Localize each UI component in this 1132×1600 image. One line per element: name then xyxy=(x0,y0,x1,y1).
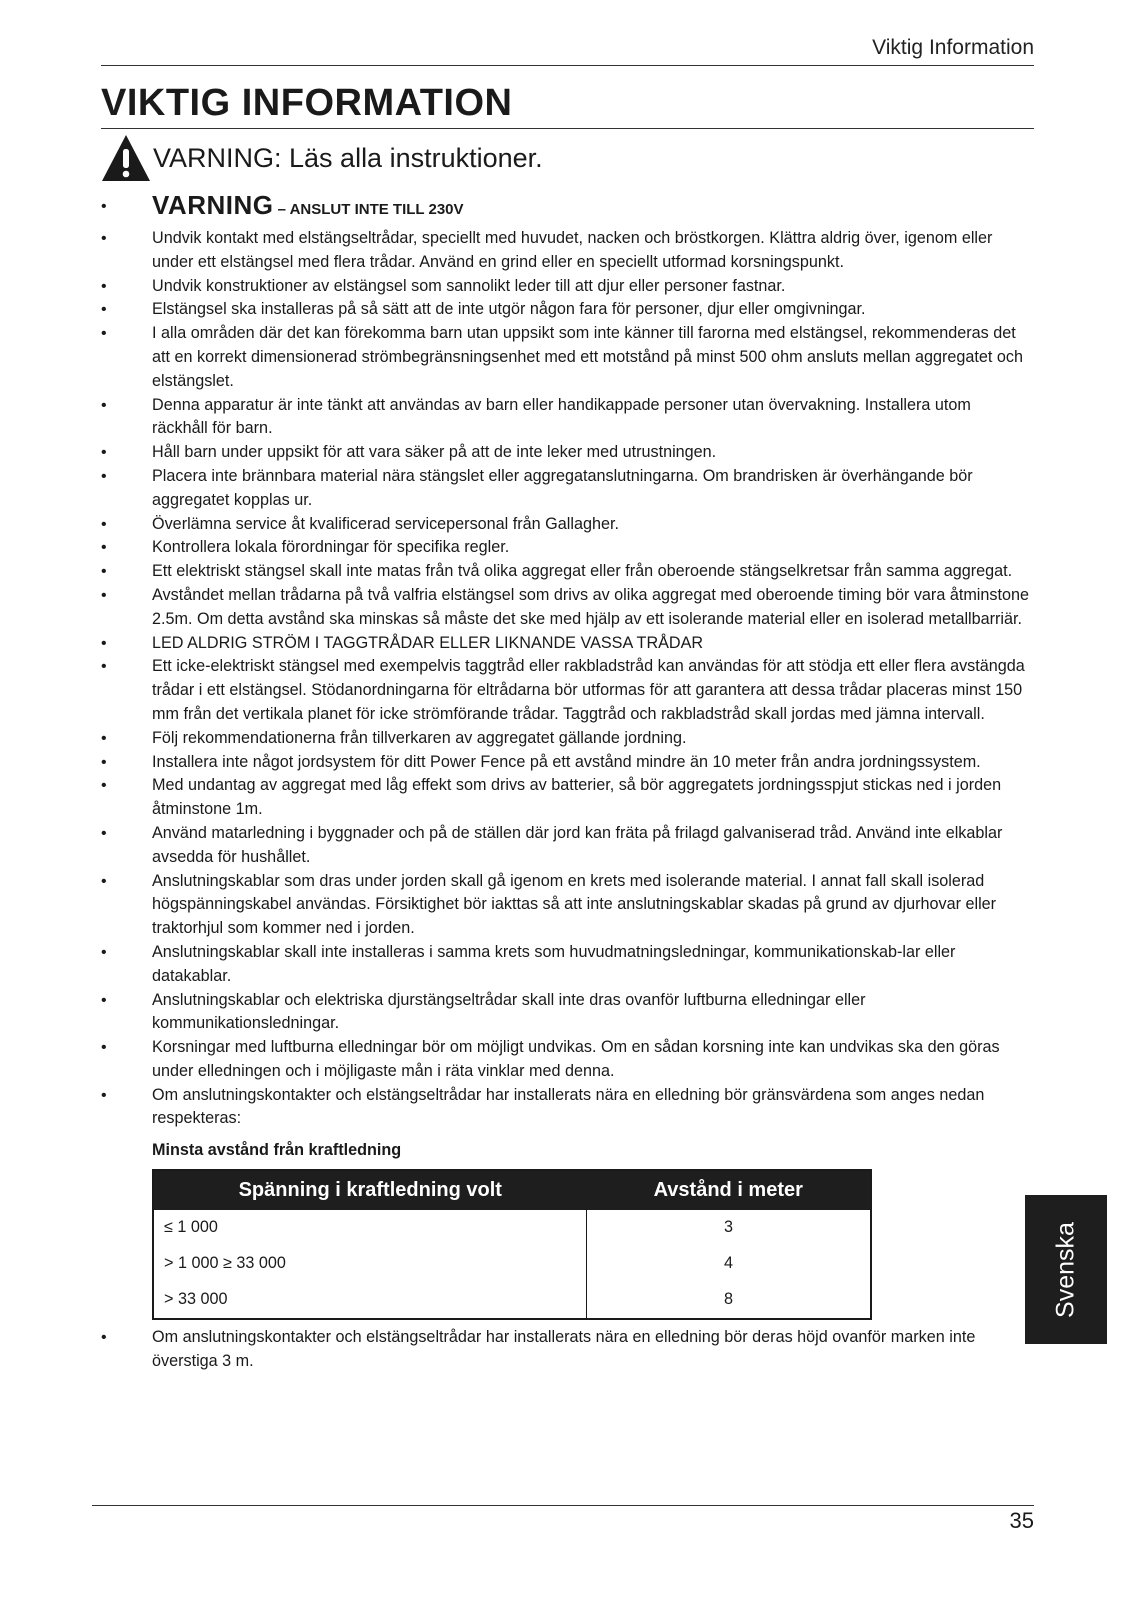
title-rule xyxy=(101,128,1034,129)
list-item xyxy=(101,513,1031,537)
list-item-text: Håll barn under uppsikt för att vara säker på att de inte leker med utrustningen. xyxy=(152,443,717,462)
list-item-text: Anslutningskablar som dras under jorden skall gå igenom en krets med isolerande material. I annat fall skall isolerad högspänningskabel användas. Försiktighet bör iakttas så att inte anslutningskablar skadas på grund av djurhovar eller traktorhjul som kommer ned i jorden. xyxy=(152,871,997,938)
bullet-marker: • xyxy=(101,634,107,652)
list-item-text: Om anslutningskontakter och elstängseltrådar har installerats nära en elledning bör deras höjd ovanför marken inte överstiga 3 m. xyxy=(152,1328,976,1370)
warning-heading: VARNING: Läs alla instruktioner. xyxy=(153,142,543,173)
distance-table xyxy=(154,1171,870,1318)
varning-label: VARNING xyxy=(152,190,274,220)
distance-cell: 3 xyxy=(723,1218,733,1237)
list-item xyxy=(101,632,1031,656)
table-header-row xyxy=(154,1171,870,1210)
list-item xyxy=(101,751,1031,775)
bullet-marker: • xyxy=(101,301,107,319)
list-item-text: Undvik konstruktioner av elstängsel som sannolikt leder till att djur eller personer fastnar. xyxy=(152,276,786,295)
table-row xyxy=(154,1246,870,1282)
column-header-distance: Avstånd i meter xyxy=(587,1171,871,1210)
list-item xyxy=(101,774,1031,822)
list-item xyxy=(101,322,1031,393)
list-item xyxy=(101,941,1031,989)
list-item xyxy=(101,227,1031,275)
bullet-marker: • xyxy=(101,824,107,842)
bullet-marker: • xyxy=(101,943,107,961)
bullet-marker: • xyxy=(101,658,107,676)
list-item-text: Följ rekommendationerna från tillverkaren av aggregatet gällande jordning. xyxy=(152,728,687,747)
list-item-text: Överlämna service åt kvalificerad servicepersonal från Gallagher. xyxy=(152,514,619,533)
list-item xyxy=(101,394,1031,442)
bullet-marker: • xyxy=(101,198,107,215)
table-title: Minsta avstånd från kraftledning xyxy=(152,1141,402,1160)
list-item-text: Placera inte brännbara material nära stängslet eller aggregatanslutningarna. Om brandrisken är överhängande bör aggregatet kopplas ur. xyxy=(152,466,973,509)
column-header-voltage: Spänning i kraftledning volt xyxy=(154,1171,587,1210)
list-item-text: Korsningar med luftburna elledningar bör om möjligt undvikas. Om en sådan korsning inte kan undvikas ska den göras under elledningen och i möjligaste mån i räta vinklar med denna. xyxy=(152,1038,1000,1080)
bullet-marker: • xyxy=(101,325,107,343)
list-item xyxy=(101,536,1031,560)
table-row xyxy=(154,1282,870,1318)
bullet-marker: • xyxy=(101,586,107,604)
list-item-text: LED ALDRIG STRÖM I TAGGTRÅDAR ELLER LIKNANDE VASSA TRÅDAR xyxy=(152,633,704,652)
distance-cell: 8 xyxy=(723,1290,733,1309)
header-label: Viktig Information xyxy=(872,36,1034,59)
list-item xyxy=(101,655,1031,726)
list-item-text: Om anslutningskontakter och elstängseltrådar har installerats nära en elledning bör gränsvärdena som anges nedan respekteras: xyxy=(152,1085,985,1128)
bullet-marker: • xyxy=(101,444,107,462)
table-row xyxy=(154,1210,870,1246)
list-item xyxy=(101,1326,1031,1374)
list-item xyxy=(101,275,1031,299)
page-number: 35 xyxy=(1009,1508,1034,1533)
list-item xyxy=(101,298,1031,322)
list-item-text: Avståndet mellan trådarna på två valfria elstängsel som drivs av olika aggregat med oberoende timing bör vara åtminstone 2.5m. Om detta avstånd ska minskas så måste det ske med hjälp av ett isolerande material eller en isolerad metallbarriär. xyxy=(152,585,1030,628)
page-title: VIKTIG INFORMATION xyxy=(101,82,513,124)
language-tab-label: Svenska xyxy=(1051,1221,1080,1318)
list-item xyxy=(101,441,1031,465)
bullet-marker: • xyxy=(101,729,107,747)
list-item-text: Anslutningskablar skall inte installeras i samma krets som huvudmatningsledningar, kommunikationskab-lar eller datakablar. xyxy=(152,942,956,985)
distance-table-container xyxy=(101,1169,1031,1320)
bullet-marker: • xyxy=(101,230,107,247)
bullet-marker: • xyxy=(101,777,107,795)
bullet-marker: • xyxy=(101,1329,107,1347)
warning-row xyxy=(101,134,543,182)
list-item-text: I alla områden där det kan förekomma barn utan uppsikt som inte känner till farorna med elstängsel, rekommenderas det att en korrekt dimensionerad strömbegränsningsenhet med ett motstånd på minst 500 ohm ansluts mellan aggregatet och elstängslet. xyxy=(152,324,1024,390)
list-item xyxy=(101,727,1031,751)
bullet-marker: • xyxy=(101,1086,107,1104)
bullet-marker: • xyxy=(101,1039,107,1057)
list-item xyxy=(101,188,1031,227)
list-item-text: Undvik kontakt med elstängseltrådar, speciellt med huvudet, nacken och bröstkorgen. Klättra aldrig över, igenom eller under ett elstängsel med flera trådar. Använd en grind eller en speciellt utformad korsningspunkt. xyxy=(152,229,993,271)
list-item xyxy=(101,870,1031,941)
bullet-list xyxy=(101,188,1031,1374)
list-item xyxy=(101,1036,1031,1084)
list-item-text: Kontrollera lokala förordningar för specifika regler. xyxy=(152,538,510,557)
bullet-marker: • xyxy=(101,515,107,533)
distance-cell: 4 xyxy=(723,1254,733,1273)
list-item xyxy=(101,560,1031,584)
list-item-text: Denna apparatur är inte tänkt att användas av barn eller handikappade personer utan övervakning. Installera utom räckhåll för barn. xyxy=(152,395,971,438)
list-item-text: Använd matarledning i byggnader och på de ställen där jord kan fräta på frilagd galvaniserad tråd. Använd inte elkablar avsedda för hushållet. xyxy=(152,823,1003,866)
bullet-marker: • xyxy=(101,467,107,485)
list-item-text: Installera inte något jordsystem för ditt Power Fence på ett avstånd mindre än 10 meter från andra jordningssystem. xyxy=(152,752,981,771)
distance-table-frame xyxy=(152,1169,872,1320)
bullet-marker: • xyxy=(101,396,107,414)
list-item-text: Med undantag av aggregat med låg effekt som drivs av batterier, så bör aggregatets jordningsspjut stickas ned i jorden åtminstone 1m. xyxy=(152,776,1002,819)
voltage-cell: ≤ 1 000 xyxy=(154,1210,587,1246)
varning-subtext: – ANSLUT INTE TILL 230V xyxy=(273,201,464,218)
list-item xyxy=(101,1084,1031,1132)
bullet-marker: • xyxy=(101,753,107,771)
list-item xyxy=(101,465,1031,513)
list-item xyxy=(101,989,1031,1037)
language-tab xyxy=(1025,1195,1107,1344)
list-item-text: Ett elektriskt stängsel skall inte matas från två olika aggregat eller från oberoende stängselkretsar från samma aggregat. xyxy=(152,562,1013,581)
bullet-marker: • xyxy=(101,539,107,557)
list-item xyxy=(101,822,1031,870)
bullet-marker: • xyxy=(101,277,107,295)
list-item-text: Elstängsel ska installeras på så sätt att de inte utgör någon fara för personer, djur eller omgivningar. xyxy=(152,300,866,319)
list-item-text: Ett icke-elektriskt stängsel med exempelvis taggtråd eller rakbladstråd kan användas för att stödja ett eller flera avstängda trådar i ett elstängsel. Stödanordningarna för eltrådarna bör utformas för att garantera att dessa trådar placeras minst 150 mm från det vertikala planet för icke strömförande trådar. Taggtråd och rakbladstråd skall jordas med jämna intervall. xyxy=(152,657,1025,723)
bullet-marker: • xyxy=(101,872,107,890)
list-item-text: Anslutningskablar och elektriska djurstängseltrådar skall inte dras ovanför luftburna elledningar eller kommunikationsledningar. xyxy=(152,990,866,1033)
footer-rule xyxy=(92,1505,1034,1506)
warning-triangle-icon xyxy=(101,134,151,182)
bullet-marker: • xyxy=(101,563,107,581)
list-item xyxy=(101,584,1031,632)
header-rule xyxy=(101,65,1034,66)
bullet-marker: • xyxy=(101,991,107,1009)
voltage-cell: > 33 000 xyxy=(154,1282,587,1318)
voltage-cell: > 1 000 ≥ 33 000 xyxy=(154,1246,587,1282)
